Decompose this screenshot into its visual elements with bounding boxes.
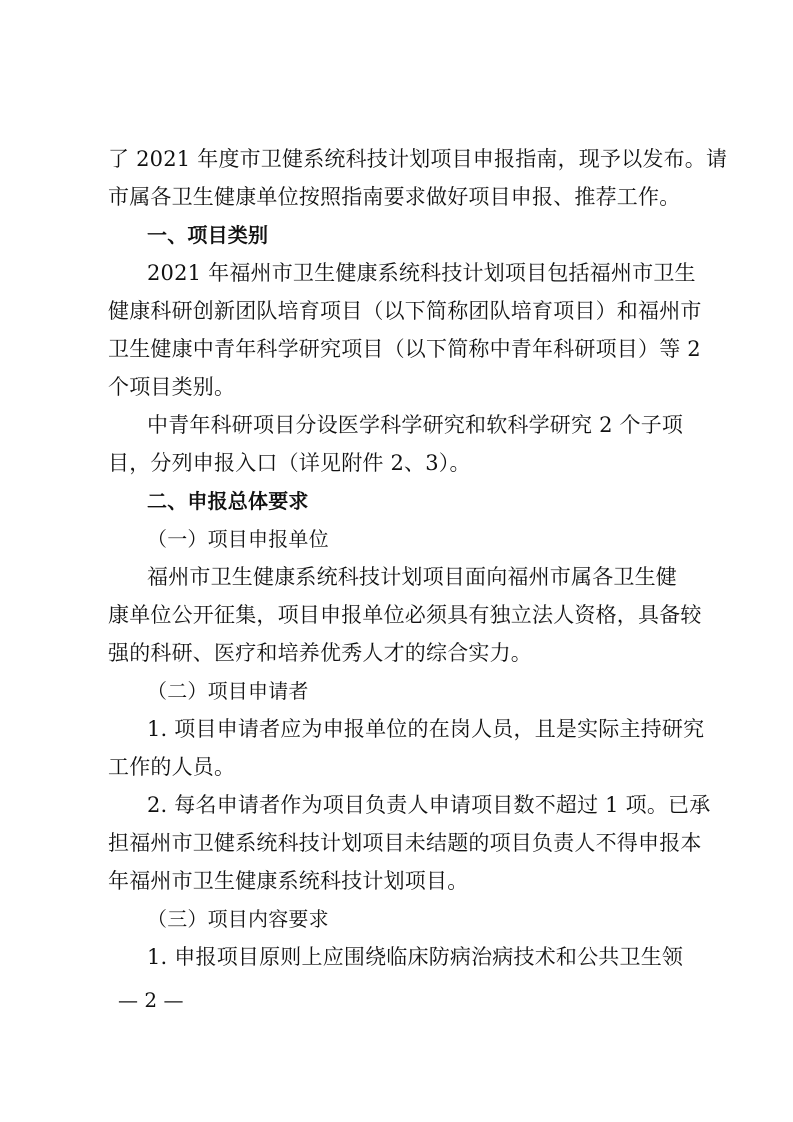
subsection-heading: （二）项目申请者 [147,679,309,703]
body-text-line: 了 2021 年度市卫健系统科技计划项目申报指南，现予以发布。请 [108,147,728,171]
body-text-line: 市属各卫生健康单位按照指南要求做好项目申报、推荐工作。 [108,185,681,209]
body-text-line: 1. 项目申请者应为申报单位的在岗人员，且是实际主持研究 [147,717,705,741]
subsection-heading: （一）项目申报单位 [147,527,329,551]
body-text-line: 担福州市卫健系统科技计划项目未结题的项目负责人不得申报本 [108,831,702,855]
section-heading: 一、项目类别 [147,223,269,247]
body-text-line: 2. 每名申请者作为项目负责人申请项目数不超过 1 项。已承 [147,793,711,817]
page-number: — 2 — [118,988,184,1012]
body-text-line: 康单位公开征集，项目申报单位必须具有独立法人资格，具备较 [108,603,702,627]
body-text-line: 卫生健康中青年科学研究项目（以下简称中青年科研项目）等 2 [108,337,701,361]
body-text-line: 强的科研、医疗和培养优秀人才的综合实力。 [108,641,532,665]
body-text-line: 福州市卫生健康系统科技计划项目面向福州市属各卫生健 [147,565,677,589]
body-text-line: 目，分列申报入口（详见附件 2、3）。 [108,451,471,475]
section-heading: 二、申报总体要求 [147,489,309,513]
body-text-line: 工作的人员。 [108,755,236,779]
body-text-line: 健康科研创新团队培育项目（以下简称团队培育项目）和福州市 [108,299,702,323]
body-text-line: 中青年科研项目分设医学科学研究和软科学研究 2 个子项 [147,413,684,437]
body-text-line: 年福州市卫生健康系统科技计划项目。 [108,869,469,893]
body-text-line: 个项目类别。 [108,375,236,399]
body-text-line: 2021 年福州市卫生健康系统科技计划项目包括福州市卫生 [147,261,696,285]
body-text-line: 1. 申报项目原则上应围绕临床防病治病技术和公共卫生领 [147,945,684,969]
subsection-heading: （三）项目内容要求 [147,907,329,931]
